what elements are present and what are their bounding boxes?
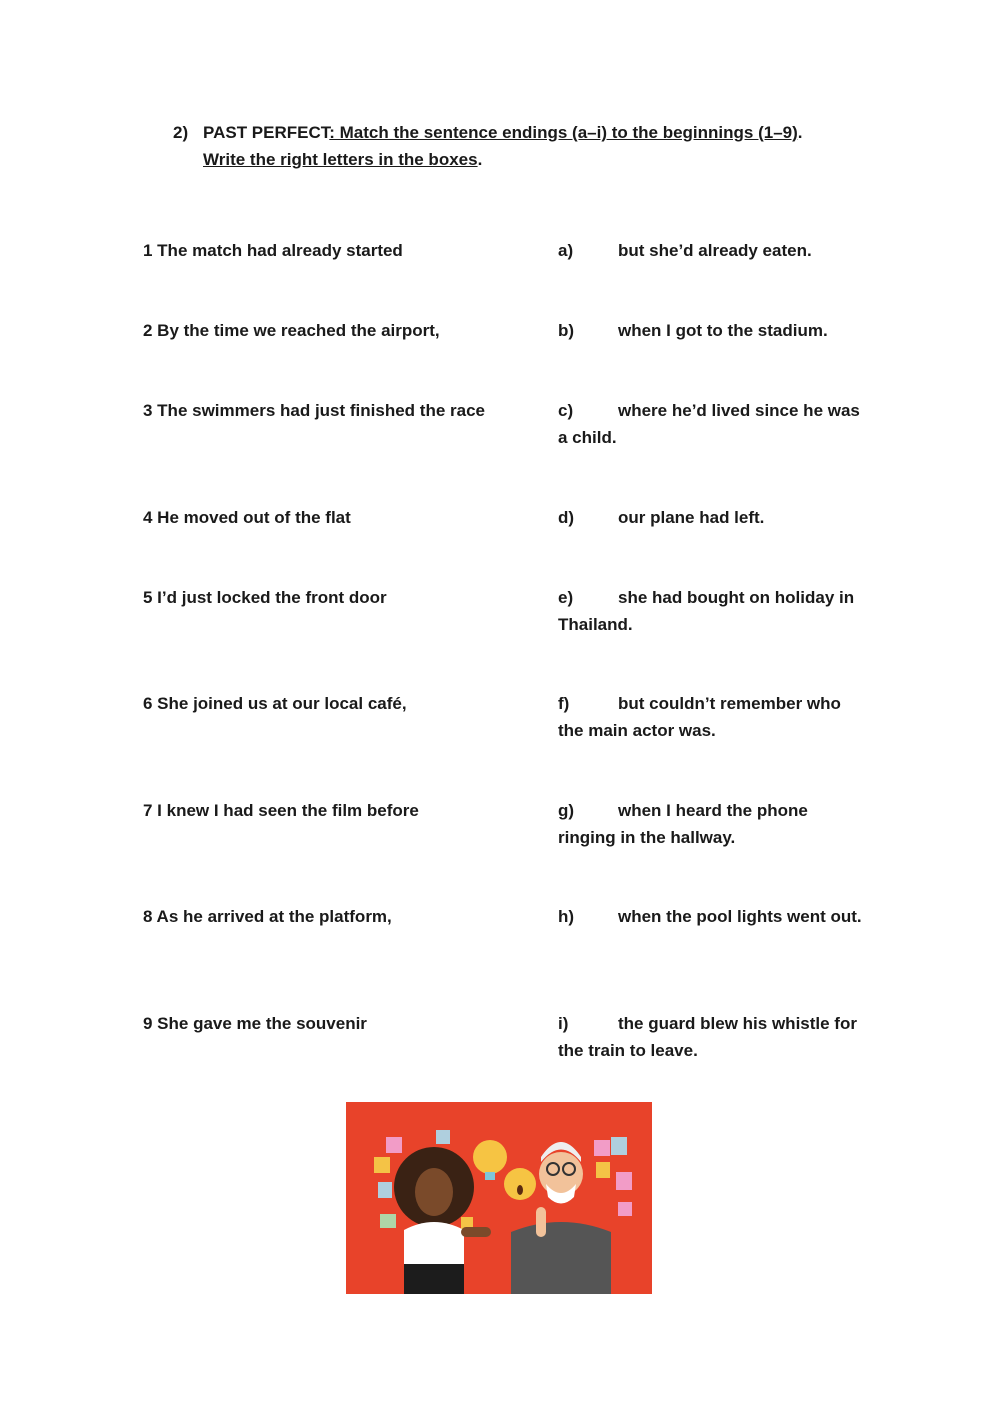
- ending-text: when I got to the stadium.: [618, 321, 828, 340]
- ending-text: when the pool lights went out.: [618, 907, 862, 926]
- ending-letter: a): [558, 241, 574, 260]
- ending-text: where he’d lived since he was a child.: [558, 401, 860, 447]
- sentence-ending: [558, 397, 868, 451]
- sentence-ending: [558, 690, 868, 744]
- sentence-beginning: 9 She gave me the souvenir: [143, 1014, 367, 1033]
- sentence-ending: [558, 237, 868, 264]
- ending-text: but couldn’t remember who the main actor was.: [558, 694, 841, 740]
- sentence-beginning: 8 As he arrived at the platform,: [143, 907, 392, 926]
- illustration-people-thinking: [346, 1102, 652, 1294]
- sentence-ending: [558, 797, 868, 851]
- ending-letter: f): [558, 694, 570, 713]
- ending-letter: h): [558, 907, 575, 926]
- ending-letter: i): [558, 1014, 569, 1033]
- ending-letter: c): [558, 401, 574, 420]
- sentence-ending: [558, 504, 868, 531]
- instruction-line-2: Write the right letters in the boxes: [203, 150, 478, 169]
- sentence-beginning: 5 I’d just locked the front door: [143, 588, 387, 607]
- sentence-ending: [558, 584, 868, 638]
- ending-text: when I heard the phone ringing in the hallway.: [558, 801, 808, 847]
- ending-letter: g): [558, 801, 575, 820]
- ending-text: she had bought on holiday in Thailand.: [558, 588, 855, 634]
- ending-text: but she’d already eaten.: [618, 241, 812, 260]
- sentence-beginning: 3 The swimmers had just finished the race: [143, 401, 485, 420]
- exercise-heading: 2) PAST PERFECT: Match the sentence endings (a–i) to the beginnings (1–9). Write the right letters in the boxes.: [173, 119, 803, 173]
- sentence-ending: [558, 317, 868, 344]
- sentence-beginning: 2 By the time we reached the airport,: [143, 321, 440, 340]
- ending-text: our plane had left.: [618, 508, 765, 527]
- ending-letter: d): [558, 508, 575, 527]
- sentence-beginning: 4 He moved out of the flat: [143, 508, 351, 527]
- exercise-title: PAST PERFECT: [203, 123, 330, 142]
- sentence-ending: [558, 1010, 868, 1064]
- instruction-line-1: : Match the sentence endings (a–i) to the beginnings (1–9): [329, 123, 798, 142]
- ending-letter: e): [558, 588, 574, 607]
- sentence-ending: [558, 903, 868, 930]
- ending-text: the guard blew his whistle for the train to leave.: [558, 1014, 857, 1060]
- exercise-number: 2): [173, 123, 189, 142]
- ending-letter: b): [558, 321, 575, 340]
- sentence-beginning: 6 She joined us at our local café,: [143, 694, 407, 713]
- sentence-beginning: 1 The match had already started: [143, 241, 403, 260]
- sentence-beginning: 7 I knew I had seen the film before: [143, 801, 419, 820]
